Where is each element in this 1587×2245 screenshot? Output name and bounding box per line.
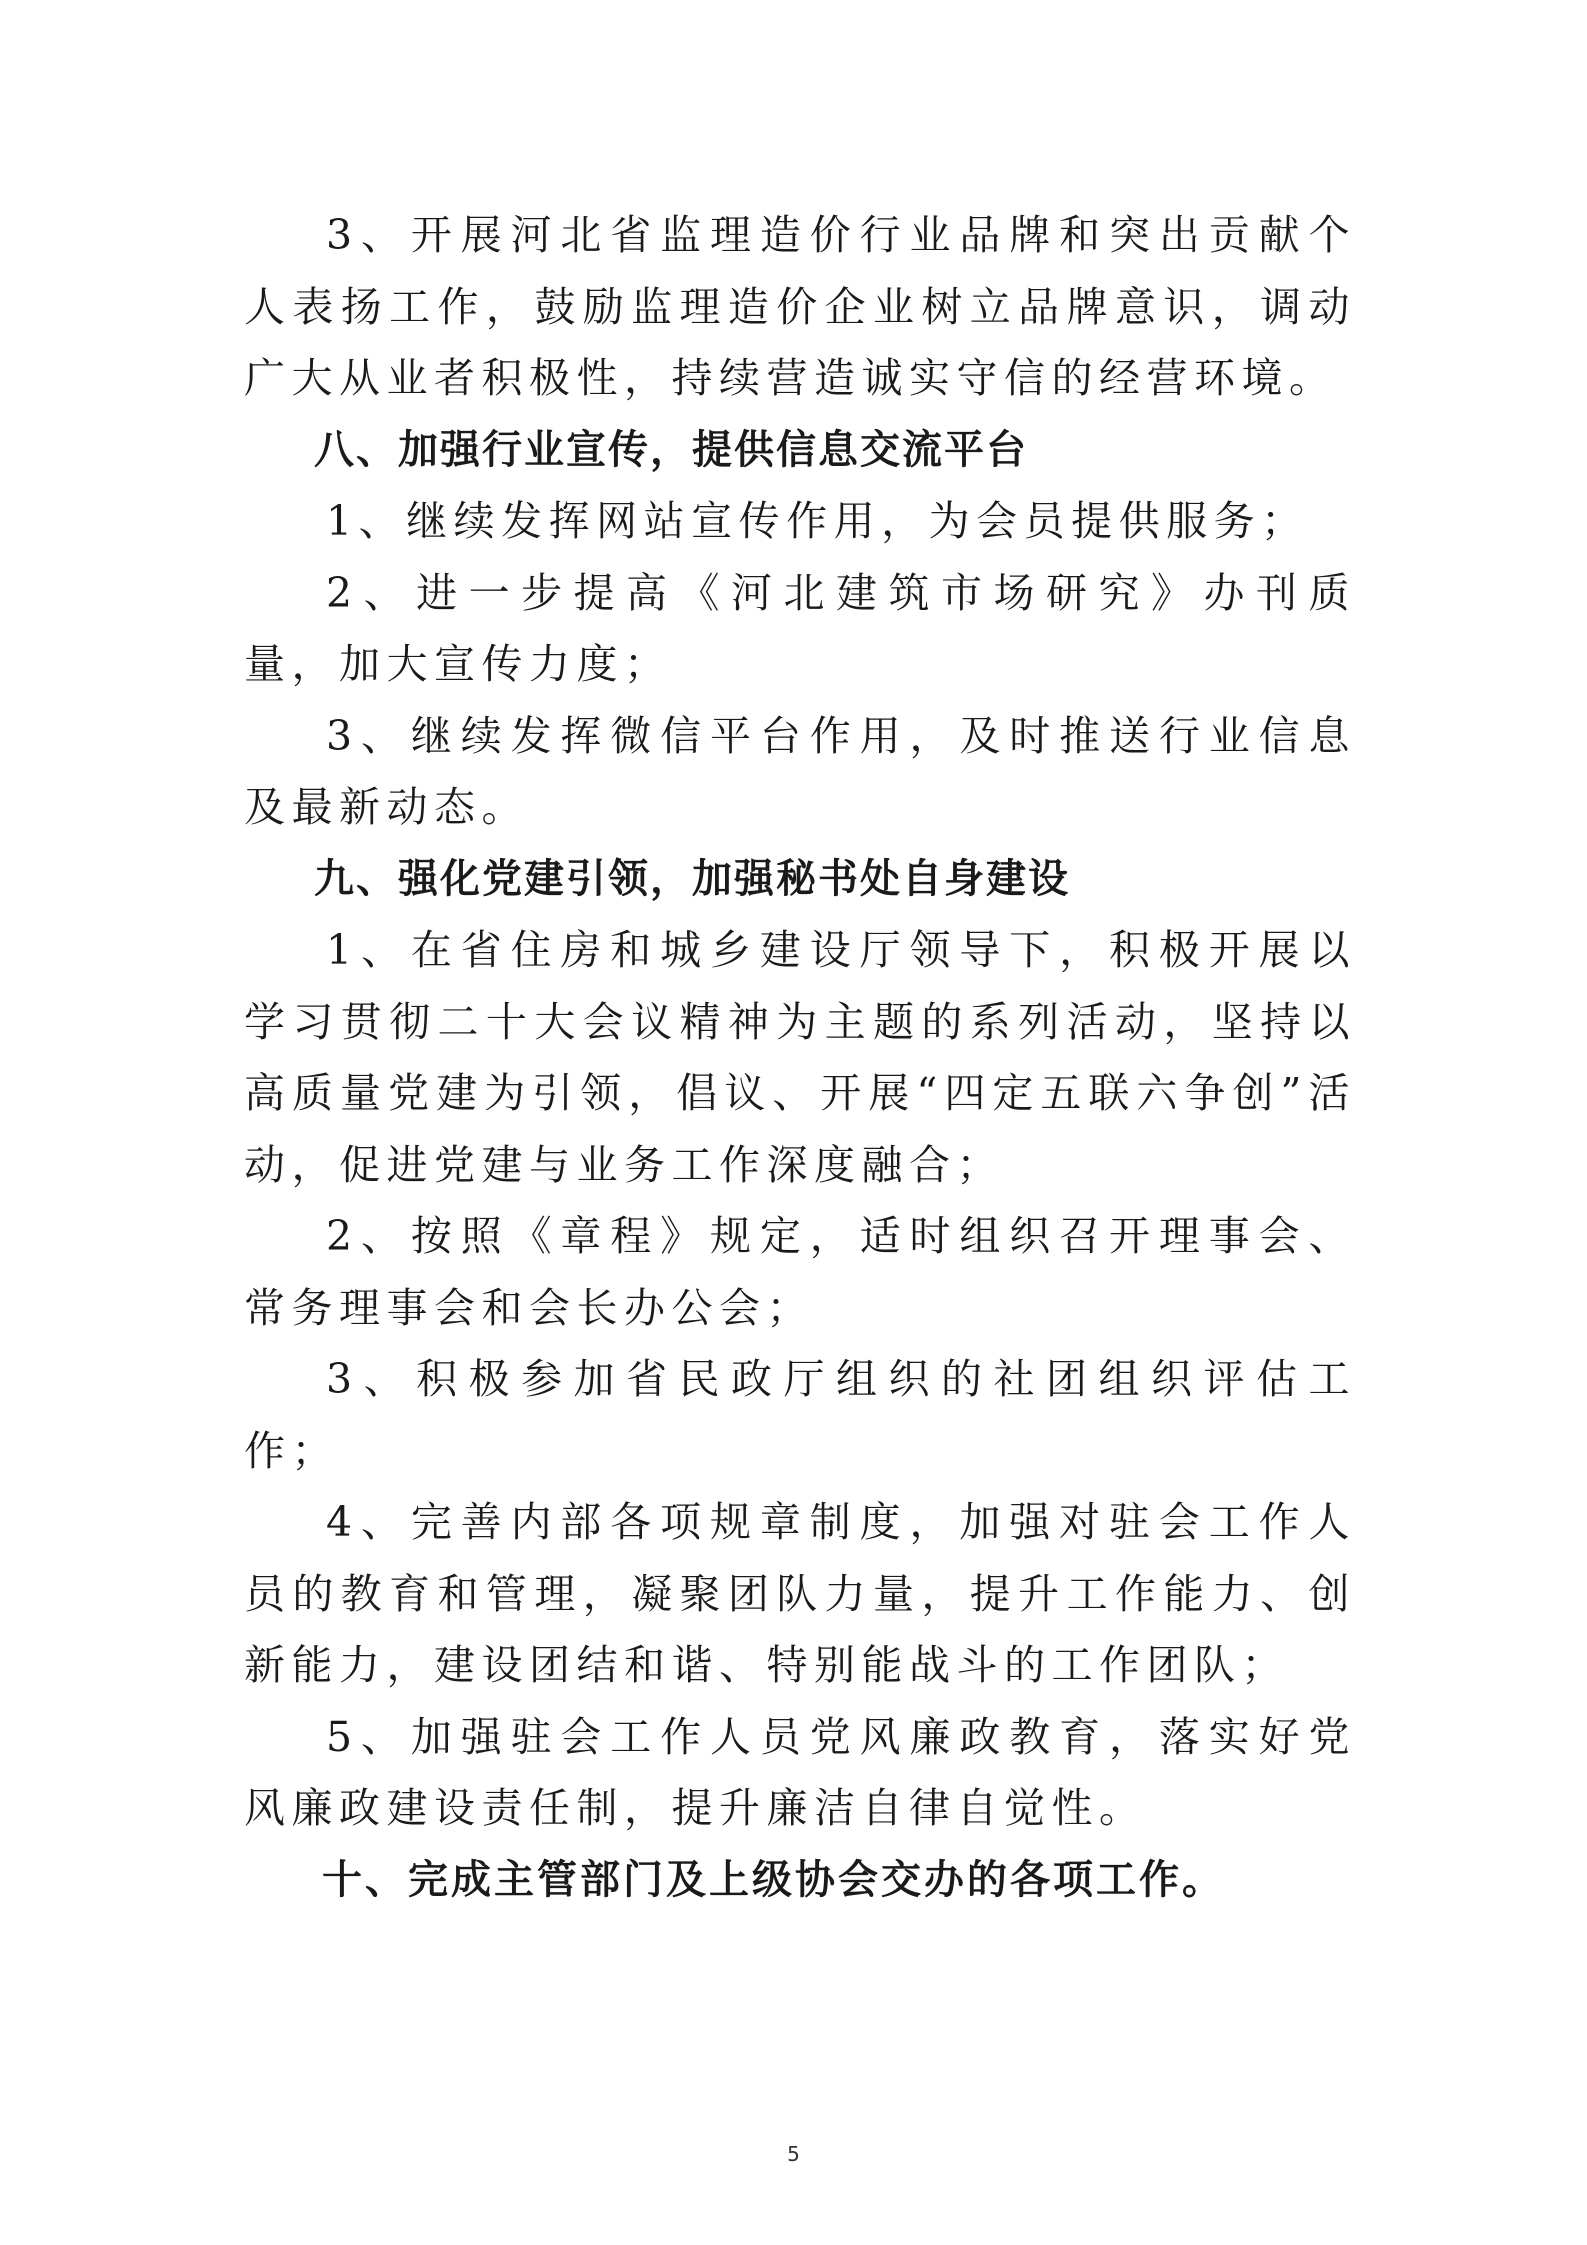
paragraph-9-5: 5、加强驻会工作人员党风廉政教育，落实好党风廉政建设责任制，提升廉洁自律自觉性。 <box>244 1712 1356 1832</box>
section-heading-8: 八、加强行业宣传，提供信息交流平台 <box>314 426 1028 473</box>
paragraph-9-2: 2、按照《章程》规定，适时组织召开理事会、常务理事会和会长办公会； <box>244 1212 1356 1332</box>
section-heading-9: 九、强化党建引领，加强秘书处自身建设 <box>314 855 1070 902</box>
page-content <box>244 200 1356 1916</box>
paragraph-8-1: 1、继续发挥网站宣传作用，为会员提供服务； <box>326 497 1309 545</box>
section-heading-10: 十、完成主管部门及上级协会交办的各项工作。 <box>322 1856 1225 1903</box>
paragraph-9-3: 3、积极参加省民政厅组织的社团组织评估工作； <box>244 1355 1356 1475</box>
paragraph-8-2: 2、进一步提高《河北建筑市场研究》办刊质量，加大宣传力度； <box>244 568 1356 688</box>
paragraph-9-1: 1、在省住房和城乡建设厅领导下，积极开展以学习贯彻二十大会议精神为主题的系列活动，坚持以高质量党建为引领，倡议、开展“四定五联六争创”活动，促进党建与业务工作深度融合； <box>244 926 1356 1189</box>
paragraph-8-3: 3、继续发挥微信平台作用，及时推送行业信息及最新动态。 <box>244 711 1356 831</box>
paragraph-9-4: 4、完善内部各项规章制度，加强对驻会工作人员的教育和管理，凝聚团队力量，提升工作能力、创新能力，建设团结和谐、特别能战斗的工作团队； <box>244 1498 1356 1689</box>
paragraph-7-3: 3、开展河北省监理造价行业品牌和突出贡献个人表扬工作，鼓励监理造价企业树立品牌意识，调动广大从业者积极性，持续营造诚实守信的经营环境。 <box>244 211 1356 402</box>
page-number: 5 <box>787 2142 800 2166</box>
